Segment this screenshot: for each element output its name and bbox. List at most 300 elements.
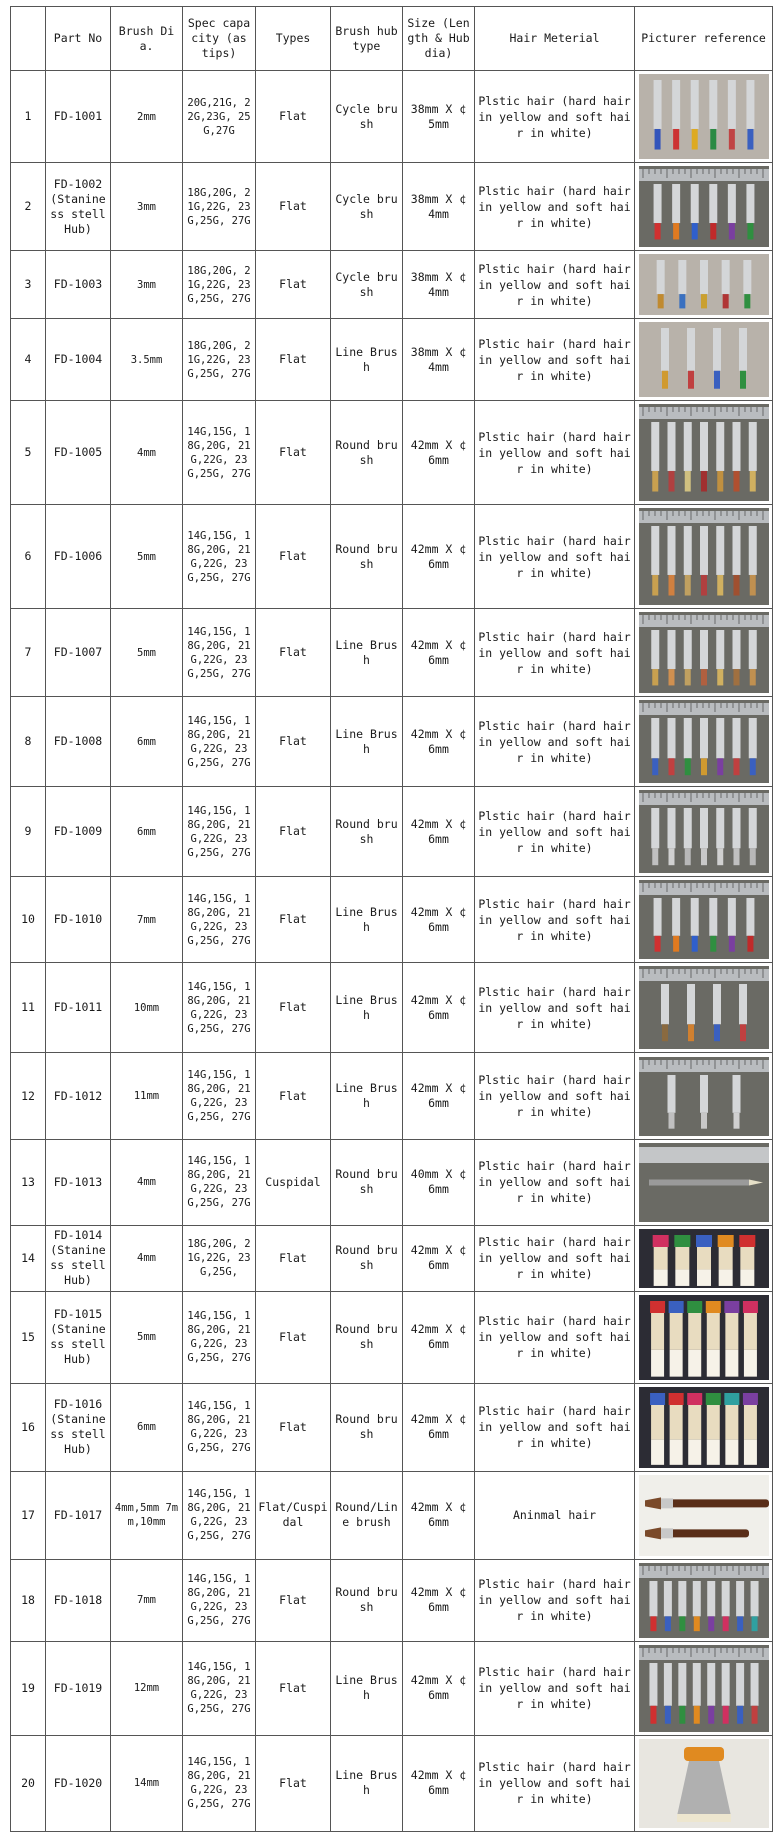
table-row: [11, 787, 773, 877]
hub-type-cell: Line Brush: [331, 1053, 403, 1139]
part-no-cell: FD-1012: [46, 1053, 111, 1139]
picture-cell: [635, 609, 773, 697]
hub-type-cell: Line Brush: [331, 1641, 403, 1735]
photo-brushes-with-ruler: [637, 1561, 770, 1640]
size-cell: 42mm X ¢ 6mm: [403, 1053, 475, 1139]
brush: [700, 260, 708, 308]
brush-dia-cell: 3.5mm: [111, 319, 183, 401]
brush: [716, 808, 724, 865]
brush-dia-cell: 11mm: [111, 1053, 183, 1139]
brush-type-cell: Flat: [256, 697, 331, 787]
picture-cell: [635, 877, 773, 963]
row-index-cell: 14: [11, 1225, 46, 1291]
size-cell: 38mm X ¢ 5mm: [403, 71, 475, 163]
part-no-cell: FD-1008: [46, 697, 111, 787]
table-row: [11, 963, 773, 1053]
size-cell: 42mm X ¢ 6mm: [403, 963, 475, 1053]
size-cell: 42mm X ¢ 6mm: [403, 787, 475, 877]
hub-type-cell: Round brush: [331, 787, 403, 877]
spec-capacity-cell: 14G,15G, 18G,20G, 21G,22G, 23G,25G, 27G: [183, 1139, 256, 1225]
spec-capacity-cell: 14G,15G, 18G,20G, 21G,22G, 23G,25G, 27G: [183, 1471, 256, 1559]
spec-capacity-cell: 14G,15G, 18G,20G, 21G,22G, 23G,25G, 27G: [183, 505, 256, 609]
spec-capacity-cell: 14G,15G, 18G,20G, 21G,22G, 23G,25G, 27G: [183, 1735, 256, 1831]
picture-cell: [635, 1291, 773, 1383]
brush-dia-cell: 10mm: [111, 963, 183, 1053]
brush-type-cell: Flat: [256, 251, 331, 319]
row-index-cell: 2: [11, 163, 46, 251]
brush-dia-cell: 6mm: [111, 1383, 183, 1471]
hub-type-cell: Line Brush: [331, 319, 403, 401]
size-cell: 42mm X ¢ 6mm: [403, 401, 475, 505]
spec-capacity-cell: 14G,15G, 18G,20G, 21G,22G, 23G,25G, 27G: [183, 697, 256, 787]
header-index: [11, 7, 46, 71]
brush: [707, 1663, 715, 1724]
hair-material-cell: Plstic hair (hard hair in yellow and soft hair in white): [475, 319, 635, 401]
hair-material-cell: Plstic hair (hard hair in yellow and soft hair in white): [475, 163, 635, 251]
brush: [672, 184, 680, 239]
hair-material-cell: Plstic hair (hard hair in yellow and soft hair in white): [475, 609, 635, 697]
brush: [653, 80, 661, 150]
part-no-cell: FD-1003: [46, 251, 111, 319]
brush: [700, 1075, 708, 1129]
brush-type-cell: Flat/Cuspidal: [256, 1471, 331, 1559]
picture-cell: [635, 963, 773, 1053]
picture-cell: [635, 1559, 773, 1641]
ruler: [639, 1060, 769, 1072]
table-row: [11, 1735, 773, 1831]
brush: [650, 1301, 665, 1377]
row-index-cell: 7: [11, 609, 46, 697]
brush-type-cell: Flat: [256, 505, 331, 609]
row-index-cell: 13: [11, 1139, 46, 1225]
spec-capacity-cell: 18G,20G, 21G,22G, 23G,25G, 27G: [183, 319, 256, 401]
brush: [743, 260, 751, 308]
spec-capacity-cell: 14G,15G, 18G,20G, 21G,22G, 23G,25G, 27G: [183, 609, 256, 697]
brush-type-cell: Flat: [256, 401, 331, 505]
brush: [732, 718, 740, 775]
table-row: [11, 1641, 773, 1735]
size-cell: 42mm X ¢ 6mm: [403, 697, 475, 787]
brush: [668, 1301, 683, 1377]
hub-type-cell: Cycle brush: [331, 71, 403, 163]
brush: [667, 422, 675, 492]
row-index-cell: 6: [11, 505, 46, 609]
brush: [739, 328, 747, 389]
brush: [650, 1393, 665, 1465]
part-no-cell: FD-1009: [46, 787, 111, 877]
ruler: [639, 969, 769, 981]
table-row: [11, 71, 773, 163]
size-cell: 42mm X ¢ 6mm: [403, 1641, 475, 1735]
brush: [713, 984, 721, 1041]
brush: [707, 1581, 715, 1631]
spec-capacity-cell: 20G,21G, 22G,23G, 25G,27G: [183, 71, 256, 163]
photo-brushes-with-ruler: [637, 610, 770, 695]
brush-dia-cell: 2mm: [111, 71, 183, 163]
picture-cell: [635, 1383, 773, 1471]
part-no-cell: FD-1018: [46, 1559, 111, 1641]
brush: [651, 630, 659, 685]
brush: [750, 1581, 758, 1631]
brush: [700, 808, 708, 865]
brush: [690, 80, 698, 150]
brush: [696, 1235, 712, 1286]
table-row: [11, 251, 773, 319]
row-index-cell: 5: [11, 401, 46, 505]
hair-material-cell: Aninmal hair: [475, 1471, 635, 1559]
hair-material-cell: Plstic hair (hard hair in yellow and soft hair in white): [475, 697, 635, 787]
size-cell: 42mm X ¢ 6mm: [403, 1559, 475, 1641]
hub-type-cell: Round brush: [331, 1291, 403, 1383]
photo-brushes-with-ruler: [637, 878, 770, 961]
brush: [748, 526, 756, 596]
hair-material-cell: Plstic hair (hard hair in yellow and soft hair in white): [475, 963, 635, 1053]
spec-capacity-cell: 14G,15G, 18G,20G, 21G,22G, 23G,25G, 27G: [183, 1559, 256, 1641]
row-index-cell: 1: [11, 71, 46, 163]
ruler: [639, 615, 769, 627]
row-index-cell: 20: [11, 1735, 46, 1831]
brush: [687, 328, 695, 389]
size-cell: 42mm X ¢ 6mm: [403, 1225, 475, 1291]
row-index-cell: 9: [11, 787, 46, 877]
brush: [748, 718, 756, 775]
brush: [672, 898, 680, 952]
picture-cell: [635, 251, 773, 319]
brush: [717, 1235, 733, 1286]
picture-cell: [635, 1641, 773, 1735]
brush: [667, 718, 675, 775]
ruler: [639, 793, 769, 805]
hub-type-cell: Round brush: [331, 1225, 403, 1291]
brush: [709, 184, 717, 239]
hair-material-cell: Plstic hair (hard hair in yellow and soft hair in white): [475, 401, 635, 505]
picture-cell: [635, 505, 773, 609]
brush-dia-cell: 5mm: [111, 1291, 183, 1383]
part-no-cell: FD-1002 (Stanine ss stell Hub): [46, 163, 111, 251]
brush-dia-cell: 5mm: [111, 505, 183, 609]
brush-dia-cell: 3mm: [111, 163, 183, 251]
spec-capacity-cell: 18G,20G, 21G,22G, 23G,25G, 27G: [183, 163, 256, 251]
picture-cell: [635, 163, 773, 251]
spec-capacity-cell: 14G,15G, 18G,20G, 21G,22G, 23G,25G, 27G: [183, 787, 256, 877]
brush: [651, 422, 659, 492]
brush: [746, 80, 754, 150]
hair-material-cell: Plstic hair (hard hair in yellow and soft hair in white): [475, 1383, 635, 1471]
brush-type-cell: Flat: [256, 1383, 331, 1471]
brush: [649, 1663, 657, 1724]
brush-type-cell: Flat: [256, 163, 331, 251]
part-no-cell: FD-1017: [46, 1471, 111, 1559]
brush: [709, 80, 717, 150]
ruler: [639, 511, 769, 523]
brush: [677, 1747, 731, 1822]
brush: [746, 184, 754, 239]
brush: [661, 984, 669, 1041]
hair-material-cell: Plstic hair (hard hair in yellow and soft hair in white): [475, 877, 635, 963]
row-index-cell: 8: [11, 697, 46, 787]
row-index-cell: 12: [11, 1053, 46, 1139]
brush-dia-cell: 5mm: [111, 609, 183, 697]
hub-type-cell: Round/Line brush: [331, 1471, 403, 1559]
size-cell: 42mm X ¢ 6mm: [403, 1291, 475, 1383]
brush-type-cell: Flat: [256, 1735, 331, 1831]
brush: [727, 184, 735, 239]
part-no-cell: FD-1015 (Stanine ss stell Hub): [46, 1291, 111, 1383]
brush: [683, 808, 691, 865]
brush: [700, 422, 708, 492]
table-row: [11, 697, 773, 787]
brush: [736, 1663, 744, 1724]
photo-colored-caps: [637, 1227, 770, 1290]
row-index-cell: 18: [11, 1559, 46, 1641]
size-cell: 42mm X ¢ 6mm: [403, 609, 475, 697]
spec-capacity-cell: 14G,15G, 18G,20G, 21G,22G, 23G,25G, 27G: [183, 877, 256, 963]
spec-capacity-cell: 14G,15G, 18G,20G, 21G,22G, 23G,25G, 27G: [183, 1383, 256, 1471]
hub-type-cell: Round brush: [331, 505, 403, 609]
table-row: [11, 877, 773, 963]
photo-brushes-with-ruler: [637, 164, 770, 249]
header-spec-capacity: Spec capacity (as tips): [183, 7, 256, 71]
row-index-cell: 3: [11, 251, 46, 319]
photo-animal-hair: [637, 1473, 770, 1558]
header-size: Size (Length & Hub dia): [403, 7, 475, 71]
size-cell: 42mm X ¢ 6mm: [403, 505, 475, 609]
hub-type-cell: Round brush: [331, 1383, 403, 1471]
brush-dia-cell: 7mm: [111, 1559, 183, 1641]
size-cell: 42mm X ¢ 6mm: [403, 1735, 475, 1831]
brush: [656, 260, 664, 308]
brush: [649, 1581, 657, 1631]
brush-dia-cell: 3mm: [111, 251, 183, 319]
brush: [663, 1663, 671, 1724]
brush: [748, 808, 756, 865]
part-no-cell: FD-1014 (Stanine ss stell Hub): [46, 1225, 111, 1291]
brush: [651, 718, 659, 775]
brush: [690, 184, 698, 239]
brush: [678, 1581, 686, 1631]
brush: [724, 1301, 739, 1377]
photo-short-brushes: [637, 252, 770, 317]
brush-dia-cell: 6mm: [111, 697, 183, 787]
brush: [736, 1581, 744, 1631]
part-no-cell: FD-1011: [46, 963, 111, 1053]
brush: [748, 422, 756, 492]
table-row: [11, 1471, 773, 1559]
table-row: [11, 1139, 773, 1225]
brush: [690, 898, 698, 952]
hub-type-cell: Line Brush: [331, 697, 403, 787]
hair-material-cell: Plstic hair (hard hair in yellow and soft hair in white): [475, 71, 635, 163]
photo-colored-caps: [637, 1385, 770, 1470]
brush: [721, 1663, 729, 1724]
brush: [705, 1393, 720, 1465]
brush: [732, 630, 740, 685]
picture-cell: [635, 1471, 773, 1559]
ruler: [639, 1566, 769, 1578]
hub-type-cell: Line Brush: [331, 963, 403, 1053]
photo-brushes-with-ruler: [637, 788, 770, 875]
brush: [649, 1179, 763, 1185]
brush: [709, 898, 717, 952]
table-row: [11, 505, 773, 609]
row-index-cell: 4: [11, 319, 46, 401]
hub-type-cell: Round brush: [331, 401, 403, 505]
hair-material-cell: Plstic hair (hard hair in yellow and soft hair in white): [475, 505, 635, 609]
row-index-cell: 11: [11, 963, 46, 1053]
picture-cell: [635, 71, 773, 163]
table-row: [11, 163, 773, 251]
brush-type-cell: Flat: [256, 1291, 331, 1383]
brush-dia-cell: 4mm,5mm 7mm,10mm: [111, 1471, 183, 1559]
part-no-cell: FD-1020: [46, 1735, 111, 1831]
brush: [661, 328, 669, 389]
spec-capacity-cell: 14G,15G, 18G,20G, 21G,22G, 23G,25G, 27G: [183, 1053, 256, 1139]
brush: [716, 526, 724, 596]
brush: [687, 1393, 702, 1465]
row-index-cell: 16: [11, 1383, 46, 1471]
brush: [692, 1581, 700, 1631]
table-row: [11, 1225, 773, 1291]
header-picture: Picturer reference: [635, 7, 773, 71]
part-no-cell: FD-1005: [46, 401, 111, 505]
picture-cell: [635, 1053, 773, 1139]
brush-type-cell: Flat: [256, 609, 331, 697]
size-cell: 38mm X ¢ 4mm: [403, 251, 475, 319]
header-brush-dia: Brush Dia.: [111, 7, 183, 71]
row-index-cell: 17: [11, 1471, 46, 1559]
size-cell: 42mm X ¢ 6mm: [403, 1471, 475, 1559]
ruler: [639, 883, 769, 895]
brush: [716, 630, 724, 685]
picture-cell: [635, 1225, 773, 1291]
part-no-cell: FD-1006: [46, 505, 111, 609]
hair-material-cell: Plstic hair (hard hair in yellow and soft hair in white): [475, 1053, 635, 1139]
size-cell: 42mm X ¢ 6mm: [403, 877, 475, 963]
part-no-cell: FD-1004: [46, 319, 111, 401]
brush: [683, 526, 691, 596]
brush-spec-table: [10, 6, 773, 1832]
hair-material-cell: Plstic hair (hard hair in yellow and soft hair in white): [475, 1225, 635, 1291]
part-no-cell: FD-1001: [46, 71, 111, 163]
part-no-cell: FD-1013: [46, 1139, 111, 1225]
table-row: [11, 1383, 773, 1471]
hair-material-cell: Plstic hair (hard hair in yellow and soft hair in white): [475, 787, 635, 877]
spec-capacity-cell: 18G,20G, 21G,22G, 23G,25G, 27G: [183, 251, 256, 319]
brush: [748, 630, 756, 685]
brush-dia-cell: 12mm: [111, 1641, 183, 1735]
brush: [651, 526, 659, 596]
brush-type-cell: Flat: [256, 787, 331, 877]
hub-type-cell: Cycle brush: [331, 251, 403, 319]
photo-brushes-with-ruler: [637, 1054, 770, 1137]
part-no-cell: FD-1019: [46, 1641, 111, 1735]
table-row: [11, 609, 773, 697]
brush: [732, 526, 740, 596]
spec-capacity-cell: 18G,20G, 21G,22G, 23G,25G,: [183, 1225, 256, 1291]
brush: [713, 328, 721, 389]
hub-type-cell: Round brush: [331, 1139, 403, 1225]
brush: [705, 1301, 720, 1377]
picture-cell: [635, 319, 773, 401]
photo-single-brush: [637, 1141, 770, 1224]
spec-capacity-cell: 14G,15G, 18G,20G, 21G,22G, 23G,25G, 27G: [183, 1641, 256, 1735]
brush: [727, 80, 735, 150]
hair-material-cell: Plstic hair (hard hair in yellow and soft hair in white): [475, 1291, 635, 1383]
hair-material-cell: Plstic hair (hard hair in yellow and soft hair in white): [475, 1139, 635, 1225]
brush-dia-cell: 4mm: [111, 1139, 183, 1225]
brush: [687, 1301, 702, 1377]
photo-brushes-with-ruler: [637, 964, 770, 1051]
brush: [653, 898, 661, 952]
brush: [667, 808, 675, 865]
size-cell: 38mm X ¢ 4mm: [403, 163, 475, 251]
picture-cell: [635, 787, 773, 877]
brush: [652, 1235, 668, 1286]
brush: [683, 422, 691, 492]
brush: [746, 898, 754, 952]
photo-brushes-with-ruler: [637, 698, 770, 785]
photo-short-brushes: [637, 320, 770, 399]
brush-type-cell: Flat: [256, 877, 331, 963]
header-row: [11, 7, 773, 71]
row-index-cell: 19: [11, 1641, 46, 1735]
hub-type-cell: Line Brush: [331, 1735, 403, 1831]
brush: [724, 1393, 739, 1465]
brush-type-cell: Flat: [256, 1559, 331, 1641]
row-index-cell: 15: [11, 1291, 46, 1383]
brush: [667, 1075, 675, 1129]
photo-colored-caps: [637, 1293, 770, 1382]
photo-brushes-with-ruler: [637, 402, 770, 503]
brush: [732, 1075, 740, 1129]
row-index-cell: 10: [11, 877, 46, 963]
brush: [732, 808, 740, 865]
brush: [742, 1393, 757, 1465]
picture-cell: [635, 697, 773, 787]
part-no-cell: FD-1007: [46, 609, 111, 697]
brush: [727, 898, 735, 952]
hair-material-cell: Plstic hair (hard hair in yellow and soft hair in white): [475, 1559, 635, 1641]
picture-cell: [635, 1735, 773, 1831]
brush: [687, 984, 695, 1041]
brush: [672, 80, 680, 150]
brush: [678, 1663, 686, 1724]
spec-capacity-cell: 14G,15G, 18G,20G, 21G,22G, 23G,25G, 27G: [183, 1291, 256, 1383]
hub-type-cell: Round brush: [331, 1559, 403, 1641]
header-hair-material: Hair Meterial: [475, 7, 635, 71]
picture-cell: [635, 1139, 773, 1225]
brush-type-cell: Flat: [256, 71, 331, 163]
brush-dia-cell: 14mm: [111, 1735, 183, 1831]
table-row: [11, 1291, 773, 1383]
brush-type-cell: Flat: [256, 1641, 331, 1735]
brush: [739, 1235, 755, 1286]
size-cell: 38mm X ¢ 4mm: [403, 319, 475, 401]
size-cell: 42mm X ¢ 6mm: [403, 1383, 475, 1471]
ruler: [639, 1648, 769, 1660]
picture-cell: [635, 401, 773, 505]
spec-capacity-cell: 14G,15G, 18G,20G, 21G,22G, 23G,25G, 27G: [183, 401, 256, 505]
brush: [721, 260, 729, 308]
part-no-cell: FD-1010: [46, 877, 111, 963]
hub-type-cell: Line Brush: [331, 877, 403, 963]
brush: [678, 260, 686, 308]
brush: [700, 630, 708, 685]
photo-brushes-with-ruler: [637, 1643, 770, 1734]
brush-type-cell: Flat: [256, 1225, 331, 1291]
header-types: Types: [256, 7, 331, 71]
hub-type-cell: Cycle brush: [331, 163, 403, 251]
